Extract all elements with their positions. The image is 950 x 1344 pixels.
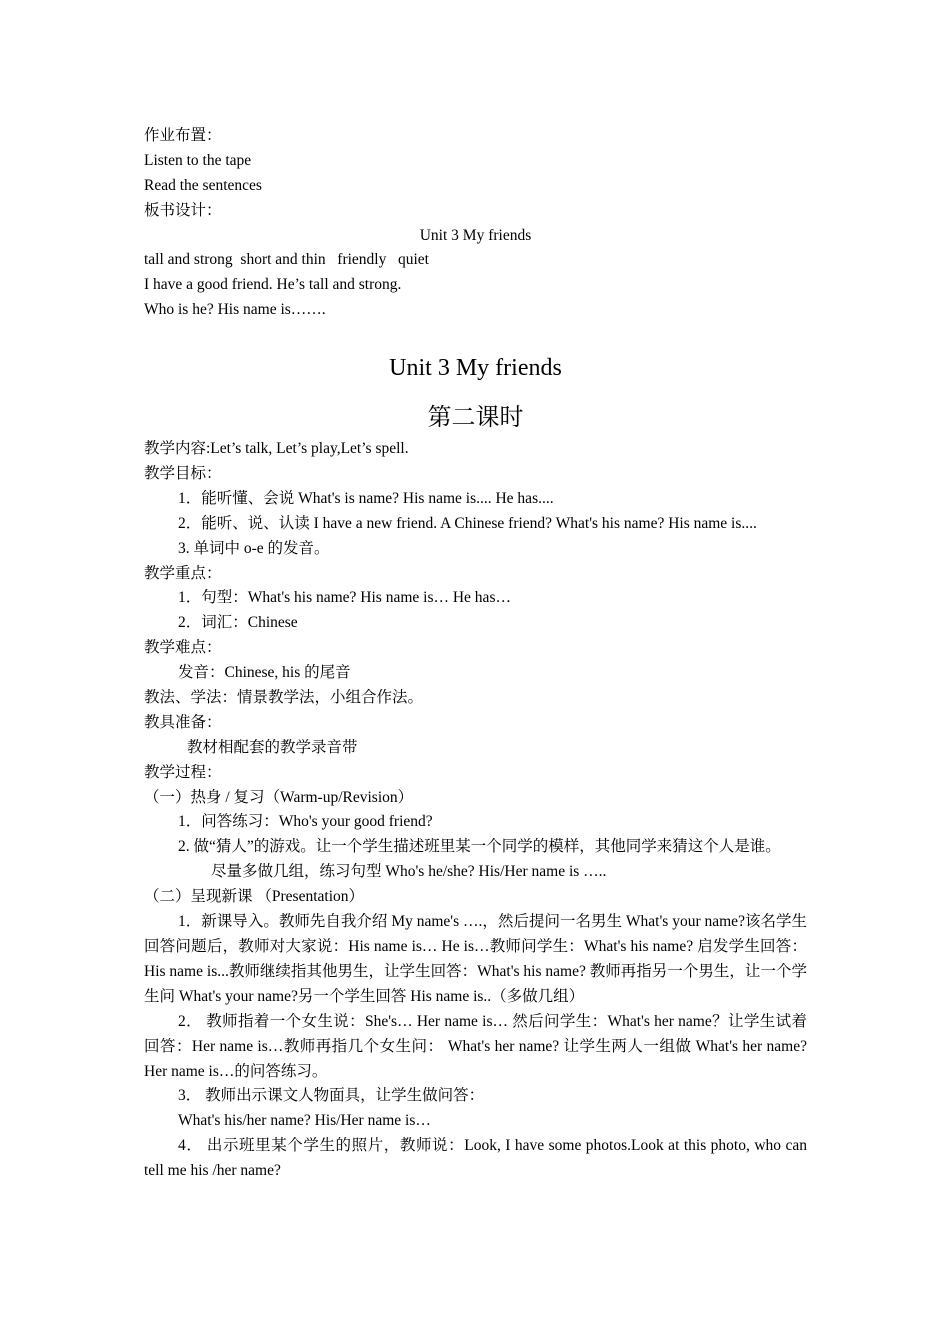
homework-heading: 作业布置： — [144, 127, 222, 144]
board-title: Unit 3 My friends — [419, 226, 532, 244]
homework-item: Read the sentences — [144, 176, 262, 194]
objective-item: 3. 单词中 o-e 的发音。 — [178, 539, 330, 557]
materials-heading: 教具准备： — [144, 713, 222, 731]
key-point-item: 1．句型：What's his name? His name is… He has… — [178, 589, 511, 607]
process-note: 尽量多做几组，练习句型 Who's he/she? His/Her name is ….. — [211, 863, 607, 881]
section-title: （二）呈现新课 （Presentation） — [144, 888, 364, 906]
process-item: 1．新课导入。教师先自我介绍 My name's ….，然后提问一名男生 What's your name?该名学生回答问题后，教师对大家说：His name is… He is…教师问学生：What's his name? 启发学生回答：His name is...教师继续指其他男生，让学生回答：What's his name? 教师再指另一个男生，让一个学生问 What's your name?另一个学生回答 His name is..（多做几组） — [144, 913, 807, 1005]
teaching-content: 教学内容:Let’s talk, Let’s play,Let’s spell. — [144, 440, 409, 458]
unit-title: Unit 3 My friends — [389, 355, 562, 382]
lesson-title: 第二课时 — [427, 405, 524, 432]
objectives-heading: 教学目标： — [144, 465, 222, 483]
process-item: 3． 教师出示课文人物面具，让学生做问答： — [178, 1087, 485, 1105]
difficulty-item: 发音：Chinese, his 的尾音 — [178, 664, 351, 682]
homework-item: Listen to the tape — [144, 151, 252, 169]
section-title: （一）热身 / 复习（Warm-up/Revision） — [144, 788, 414, 806]
process-item: 2. 做“猜人”的游戏。让一个学生描述班里某一个同学的模样，其他同学来猜这个人是谁。 — [178, 838, 781, 856]
document-page — [144, 124, 807, 1184]
process-item: 1．问答练习：Who's your good friend? — [178, 813, 433, 831]
process-heading: 教学过程： — [144, 763, 222, 781]
objective-item: 2．能听、说、认读 I have a new friend. A Chinese friend? What's his name? His name is.... — [178, 514, 757, 532]
key-point-item: 2．词汇：Chinese — [178, 614, 298, 632]
board-line: tall and strong short and thin friendly quiet — [144, 251, 429, 269]
methods: 教法、学法：情景教学法，小组合作法。 — [144, 689, 424, 707]
difficulties-heading: 教学难点： — [144, 639, 222, 657]
key-points-heading: 教学重点： — [144, 564, 222, 582]
process-item: 4． 出示班里某个学生的照片，教师说：Look, I have some photos.Look at this photo, who can tell me his /her name? — [144, 1137, 807, 1180]
board-heading: 板书设计： — [144, 201, 222, 219]
materials-item: 教材相配套的教学录音带 — [187, 738, 358, 756]
process-item: 2． 教师指着一个女生说：She's… Her name is… 然后问学生：What's her name？让学生试着回答：Her name is…教师再指几个女生问： What's her name? 让学生两人一组做 What's her name? Her name is…的问答练习。 — [144, 1012, 807, 1080]
board-line: Who is he? His name is……. — [144, 301, 326, 319]
objective-item: 1．能听懂、会说 What's is name? His name is.... He has.... — [178, 489, 554, 507]
board-line: I have a good friend. He’s tall and strong. — [144, 276, 402, 294]
process-line: What's his/her name? His/Her name is… — [178, 1112, 431, 1130]
